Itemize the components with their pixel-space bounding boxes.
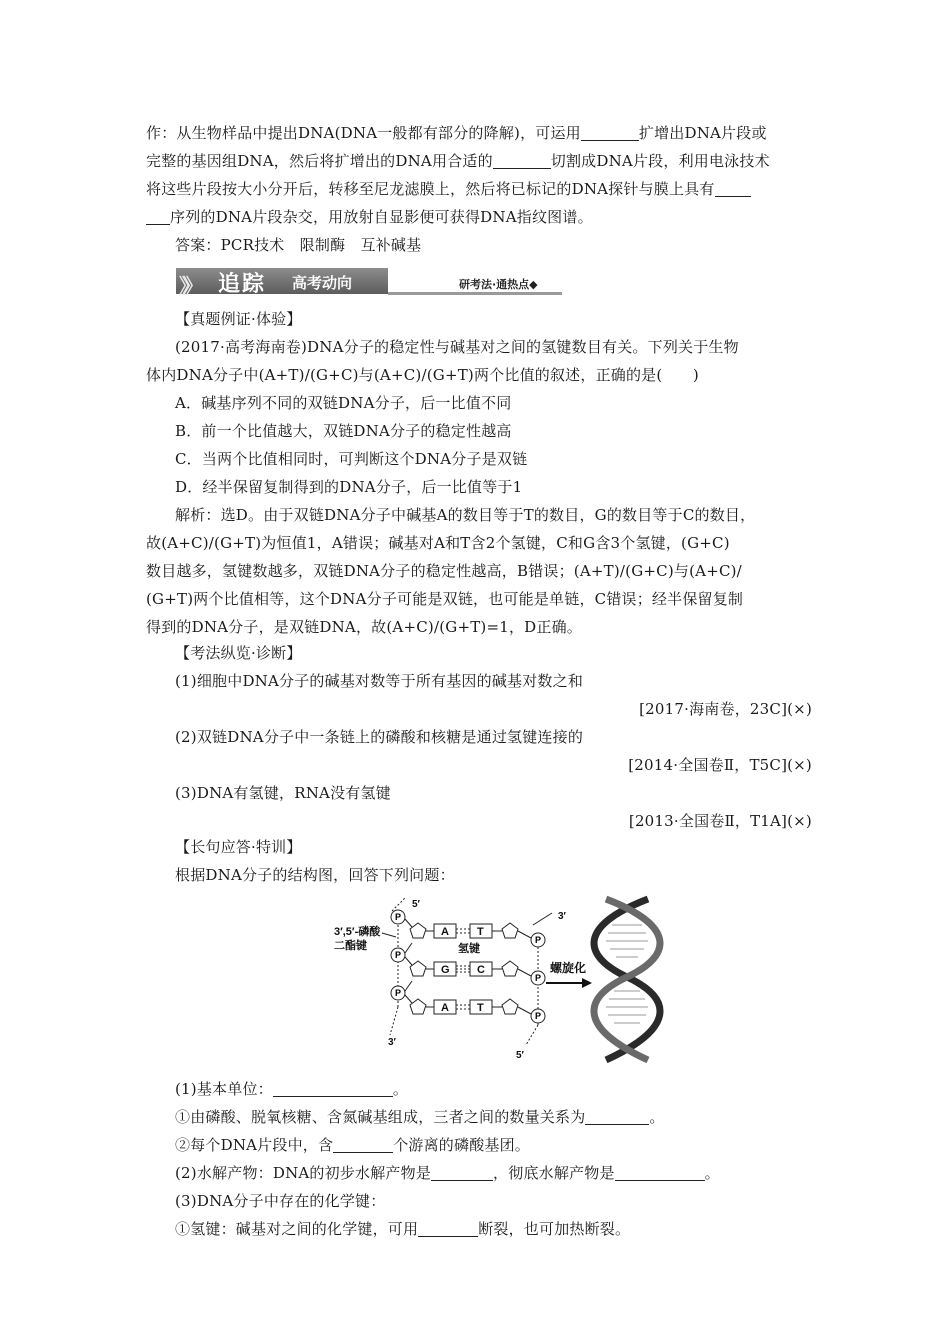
diagnosis-item: (2)双链DNA分子中一条链上的磷酸和核糖是通过氢键连接的 [175,728,584,746]
base-letter: A [441,926,449,938]
question-3: (3)DNA分子中存在的化学键： [175,1192,386,1210]
answer-blank [418,1221,478,1237]
question-text: ①由磷酸、脱氧核糖、含氮碱基组成，三者之间的数量关系为 [175,1108,586,1126]
phosphate-label: P [395,912,402,922]
analysis-line: 得到的DNA分子，是双链DNA，故(A+C)/(G+T)=1，D正确。 [146,618,583,636]
question-text: 。 [392,1080,409,1098]
phosphate-label: P [395,950,402,960]
section-banner [176,266,562,296]
answer-blank [585,1109,649,1125]
hydrogen-bond-label: 氢键 [458,943,480,955]
section-heading: 【长句应答·特训】 [175,838,302,856]
banner-tagline: 研考法·通热点◆ [459,278,538,291]
question-2 [175,1163,720,1183]
phosphodiester-label: 3′,5′-磷酸 [334,926,381,938]
answer-blank [431,1165,493,1181]
intro-line-4 [146,207,593,227]
question-text: (1)基本单位： [175,1080,273,1098]
arrow-right-icon [546,978,592,988]
deoxyribose-pentagon [502,999,518,1014]
double-chevron-icon: 》》 [179,274,197,298]
diagnosis-source: [2013·全国卷Ⅱ，T1A](×) [628,812,812,830]
question-text: ②每个DNA片段中，含 [175,1136,334,1154]
diagnosis-source: [2014·全国卷Ⅱ，T5C](×) [628,756,812,774]
phosphate-label: P [395,988,402,998]
diagnosis-source: [2017·海南卷，23C](×) [639,700,812,718]
intro-line-3 [146,179,751,199]
analysis-line: 解析：选D。由于双链DNA分子中碱基A的数目等于T的数目，G的数目等于C的数目， [175,506,756,524]
section-heading: 【考法纵览·诊断】 [175,644,302,662]
base-letter: T [477,1002,484,1014]
question-line: (2017·高考海南卷)DNA分子的稳定性与碱基对之间的氢键数目有关。下列关于生物 [175,338,739,356]
phosphate-circle [391,910,405,924]
label-5prime-top: 5′ [412,899,420,910]
phosphate-label: P [535,935,542,945]
deoxyribose-pentagon [410,999,426,1014]
phosphate-label: P [535,1011,542,1021]
dna-structure-diagram [330,895,690,1065]
banner-bar [176,268,388,294]
banner-title: 追踪 [218,272,267,297]
phosphate-circle [391,986,405,1000]
question-1 [175,1079,408,1099]
intro-line-1 [146,123,767,143]
diagnosis-item: (1)细胞中DNA分子的碱基对数等于所有基因的碱基对数之和 [175,672,584,690]
intro-text: 切割成DNA片段，利用电泳技术 [550,152,770,170]
deoxyribose-pentagon [410,961,426,976]
question-text: 。 [704,1164,720,1182]
banner-subtitle: 高考动向 [292,274,353,292]
deoxyribose-pentagon [502,961,518,976]
question-text: ①氢键：碱基对之间的化学键，可用 [175,1220,419,1238]
option-c: C．当两个比值相同时，可判断这个DNA分子是双链 [175,450,528,468]
deoxyribose-pentagon [410,923,426,938]
intro-text: 将这些片段按大小分开后，转移至尼龙滤膜上，然后将已标记的DNA探针与膜上具有 [146,180,715,198]
answer-blank [581,125,639,141]
answer-blank [615,1165,705,1181]
intro-text: 作：从生物样品中提出DNA(DNA一般都有部分的降解)，可运用 [146,124,581,142]
option-b: B．前一个比值越大，双链DNA分子的稳定性越高 [175,422,512,440]
answer-blank [273,1081,393,1097]
answer-blank [493,153,551,169]
analysis-line: 故(A+C)/(G+T)为恒值1，A错误；碱基对A和T含2个氢键，C和G含3个氢键，(G+C) [146,534,730,552]
base-letter: A [441,1002,449,1014]
question-3a [175,1219,630,1239]
label-5prime-bottom: 5′ [516,1050,524,1061]
intro-text: 序列的DNA片段杂交，用放射自显影便可获得DNA指纹图谱。 [170,208,593,226]
analysis-line: 数目越多，氢键数越多，双链DNA分子的稳定性越高，B错误；(A+T)/(G+C)与(A+C)/ [146,562,742,580]
answer-blank [146,209,170,225]
phosphodiester-label-2: 二酯键 [334,940,367,952]
question-text: 断裂，也可加热断裂。 [478,1220,631,1238]
base-letter: G [441,964,450,976]
phosphate-label: P [535,973,542,983]
answer-blank [333,1137,393,1153]
intro-answer: 答案：PCR技术 限制酶 互补碱基 [175,236,422,254]
option-a: A．碱基序列不同的双链DNA分子，后一比值不同 [175,394,512,412]
intro-line-2 [146,151,770,171]
section-heading: 【真题例证·体验】 [175,310,302,328]
intro-text: 扩增出DNA片段或 [638,124,767,142]
deoxyribose-pentagon [502,923,518,938]
banner-rule [388,292,562,295]
double-helix-icon [594,899,660,1060]
phosphate-circle [391,948,405,962]
training-prompt: 根据DNA分子的结构图，回答下列问题： [175,866,455,884]
intro-text: 完整的基因组DNA，然后将扩增出的DNA用合适的 [146,152,493,170]
label-3prime-bottom: 3′ [388,1037,396,1048]
answer-blank [715,181,751,197]
question-text: 个游离的磷酸基团。 [393,1136,530,1154]
analysis-line: (G+T)两个比值相等，这个DNA分子可能是双链，也可能是单链，C错误；经半保留复制 [146,590,744,608]
question-1a [175,1107,665,1127]
question-line: 体内DNA分子中(A+T)/(G+C)与(A+C)/(G+T)两个比值的叙述，正确的是( ) [146,366,699,384]
phosphate-circle [531,933,545,947]
phosphate-circle [531,1009,545,1023]
diagnosis-item: (3)DNA有氢键，RNA没有氢键 [175,784,391,802]
option-d: D．经半保留复制得到的DNA分子，后一比值等于1 [175,478,523,496]
base-letter: T [477,926,484,938]
question-text: ，彻底水解产物是 [493,1164,615,1182]
phosphate-circle [531,971,545,985]
helix-label: 螺旋化 [550,961,587,975]
base-letter: C [477,964,485,976]
label-3prime-top: 3′ [558,911,566,922]
question-text: (2)水解产物：DNA的初步水解产物是 [175,1164,432,1182]
question-text: 。 [649,1108,665,1126]
question-1b [175,1135,530,1155]
